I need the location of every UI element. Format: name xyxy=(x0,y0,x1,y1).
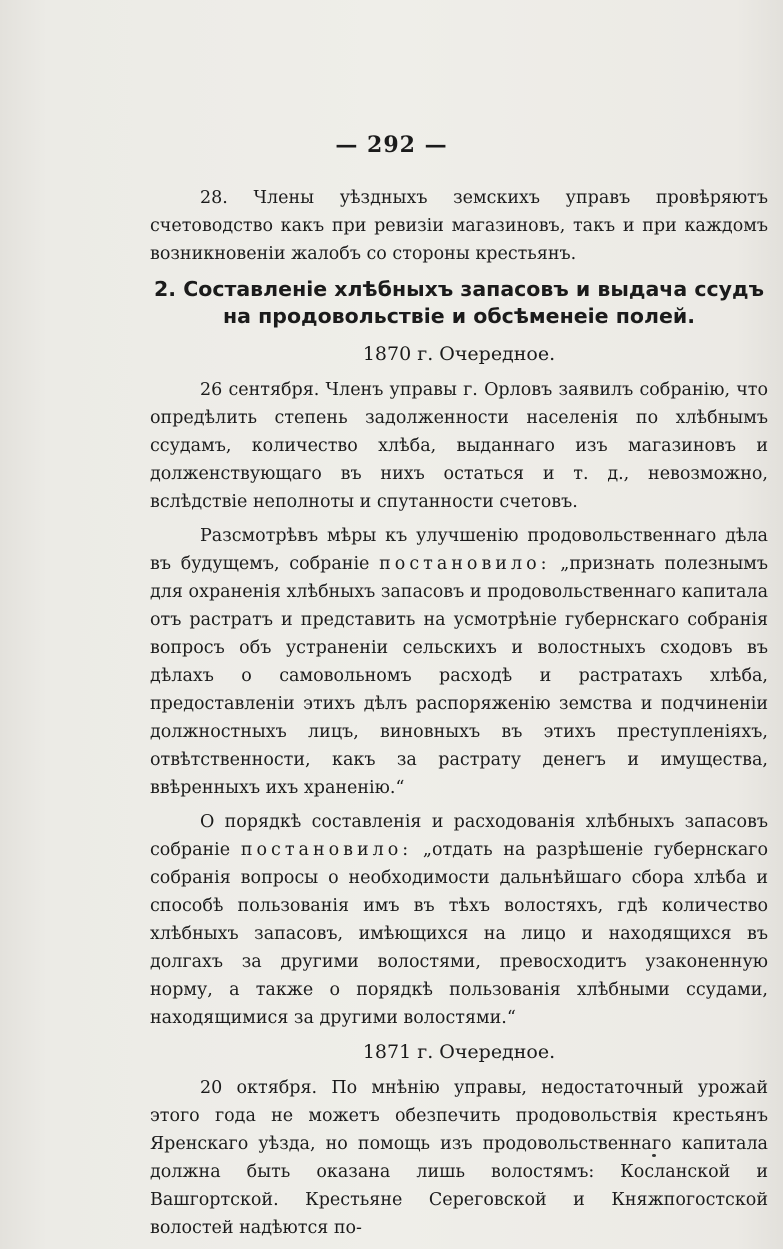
ink-speck xyxy=(652,1154,656,1157)
paragraph-order xyxy=(150,808,768,1032)
resolution-word: постановило: xyxy=(240,840,413,860)
paragraph-item-28: 28. Члены уѣздныхъ земскихъ управъ провѣряютъ счетоводство какъ при ревизіи магазиновъ, такъ и при каждомъ возникновеніи жалобъ со стороны крестьянъ. xyxy=(150,188,768,264)
year-heading-1870: 1870 г. Очередное. xyxy=(362,343,556,365)
measures-resolution-text: „признать полезнымъ для охраненія хлѣбныхъ запасовъ и продовольственнаго капитала отъ растратъ и представить на усмотрѣніе губернскаго собранія вопросъ объ устраненіи сельскихъ и волостныхъ сходовъ въ дѣлахъ о самовольномъ расходѣ и растратахъ хлѣба, предоставленіи этихъ дѣлъ распоряженію земства и подчиненіи должностныхъ лицъ, виновныхъ въ этихъ преступленіяхъ, отвѣтственности, какъ за растрату денегъ и имущества, ввѣренныхъ ихъ храненію.“ xyxy=(150,554,768,798)
section-heading: 2. Составленіе хлѣбныхъ запасовъ и выдача ссудъ на продовольствіе и обсѣменеіе полей. xyxy=(154,277,764,328)
order-resolution-text: „отдать на разрѣшеніе губернскаго собранія вопросы о необходимости дальнѣйшаго сбора хлѣба и способѣ пользованія имъ въ тѣхъ волостяхъ, гдѣ количество хлѣбныхъ запасовъ, имѣющихся на лицо и находящихся въ долгахъ за другими волостями, превосходитъ узаконенную норму, а также о порядкѣ пользованія хлѣбными ссудами, находящимися за другими волостями.“ xyxy=(150,840,768,1028)
page-number: — 292 — xyxy=(335,132,448,158)
order-text-before: О порядкѣ составленія и расходованія хлѣбныхъ запасовъ собраніе xyxy=(150,812,768,860)
paragraph-measures xyxy=(150,522,768,802)
resolution-word: постановило: xyxy=(379,554,551,574)
paragraph-oct-20: 20 октября. По мнѣнію управы, недостаточный урожай этого года не можетъ обезпечить продовольствія крестьянъ Яренскаго уѣзда, но помощь изъ продовольственнаго капитала должна быть оказана лишь волостямъ: Косланской и Вашгортской. Крестьяне Сереговской и Княжпогостской волостей надѣются по- xyxy=(150,1078,768,1238)
paragraph-sept-26: 26 сентября. Членъ управы г. Орловъ заявилъ собранію, что опредѣлить степень задолженности населенія по хлѣбнымъ ссудамъ, количество хлѣба, выданнаго изъ магазиновъ и долженствующаго въ нихъ остаться и т. д., невозможно, вслѣдствіе неполноты и спутанности счетовъ. xyxy=(150,380,768,512)
page-body xyxy=(150,184,768,1248)
year-heading-1871: 1871 г. Очередное. xyxy=(362,1041,556,1063)
measures-text-before: Разсмотрѣвъ мѣры къ улучшенію продовольственнаго дѣла въ будущемъ, собраніе xyxy=(150,526,768,574)
